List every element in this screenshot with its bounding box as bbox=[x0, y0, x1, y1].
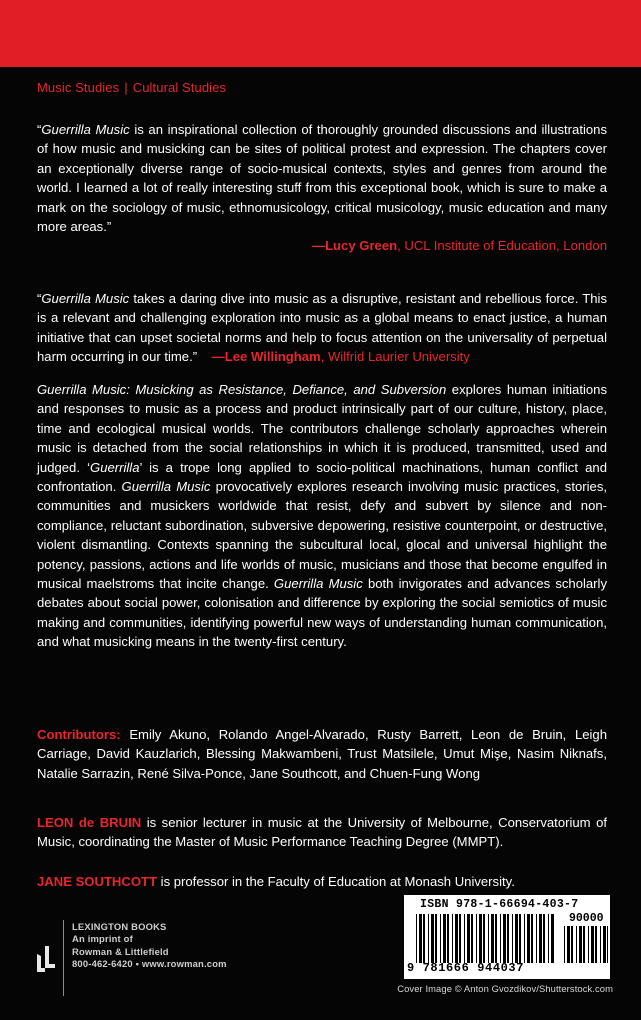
description-guerrilla-word: Guerrilla bbox=[90, 459, 140, 475]
barcode-bar bbox=[483, 914, 485, 963]
quote-open-mark: “ bbox=[37, 122, 42, 137]
barcode-bar bbox=[491, 914, 494, 963]
barcode-bar bbox=[524, 914, 525, 963]
barcode-bar bbox=[488, 914, 489, 963]
barcode-bar bbox=[503, 914, 506, 963]
barcode-bar bbox=[603, 926, 606, 963]
isbn-barcode-box bbox=[404, 895, 610, 979]
barcode-bar bbox=[531, 914, 533, 963]
publisher-imprint-line: An imprint of bbox=[72, 933, 133, 945]
barcode-bar bbox=[476, 914, 477, 963]
endorsement-quote-1 bbox=[37, 120, 607, 256]
barcode-bar bbox=[467, 914, 470, 963]
quote-body: is an inspirational collection of thoroughly grounded discussions and illustrations of how music and musicking can be sites of political protest and expression. The chapters cover an exceptionally diverse range of socio-musical contexts, styles and genres from around the world. I learned a lot of really interesting stuff from this exceptional book, which is sure to make a mark on the sociology of music, ethnomusicology, critical musicology, music education and many more areas.” bbox=[37, 122, 607, 235]
barcode-bar bbox=[571, 926, 573, 963]
barcode-bar bbox=[579, 926, 582, 963]
price-code: 90000 bbox=[569, 912, 604, 925]
barcode-bar bbox=[431, 914, 434, 963]
barcode-bar bbox=[527, 914, 530, 963]
publisher-parent: Rowman & Littlefield bbox=[72, 945, 169, 957]
description-title-a: Guerrilla Music bbox=[121, 479, 211, 495]
barcode-bar bbox=[419, 914, 422, 963]
editor-name: LEON de BRUIN bbox=[37, 815, 142, 830]
barcode-bar bbox=[543, 914, 545, 963]
book-description bbox=[37, 380, 607, 652]
ean-digits: 9 781666 944037 bbox=[407, 961, 525, 975]
barcode-bar bbox=[416, 914, 417, 963]
cover-image-credit: Cover Image © Anton Gvozdikov/Shutterstock.com bbox=[397, 983, 613, 994]
quote-affiliation: , Wilfrid Laurier University bbox=[320, 349, 470, 365]
contributors-label: Contributors: bbox=[37, 727, 121, 742]
editor-bio-text: is professor in the Faculty of Education at Monash University. bbox=[157, 874, 515, 889]
barcode-bar bbox=[548, 914, 549, 963]
editor-bio-text: is senior lecturer in music at the University of Melbourne, Conservatorium of Music, coordinating the Master of Music Performance Teaching Degree (MMPT). bbox=[37, 815, 607, 850]
description-full-title: Guerrilla Music: Musicking as Resistance, Defiance, and Subversion bbox=[37, 382, 447, 397]
barcode-bar bbox=[515, 914, 518, 963]
lexington-logo-icon bbox=[37, 946, 55, 972]
category-separator: | bbox=[124, 80, 128, 95]
quote-author: Lee Willingham bbox=[224, 349, 321, 365]
isbn-label: ISBN 978-1-66694-403-7 bbox=[420, 898, 579, 911]
barcode-bar bbox=[471, 914, 473, 963]
barcode-bar bbox=[507, 914, 509, 963]
quote-author: Lucy Green bbox=[325, 238, 398, 254]
description-part-4: both invigorates and advances scholarly debates about social power, colonisation and difference by exploring the social semiotics of music making and communities, identifying powerful new ways of understanding human communication, and what musicking means in the twenty-first century. bbox=[37, 576, 607, 650]
barcode-bar bbox=[447, 914, 449, 963]
description-part-3: provocatively explores research involving music practices, stories, communities and musickers worldwide that resist, defy and subvert by silence and non-compliance, reluctant subordination, subversive depowering, resistive counterpoint, or destructive, violent dismantling. Contexts spanning the subcultural local, glocal and universal highlight the potency, passions, actions and life worlds of music, musicians and those that become engulfed in musical maelstroms that incite change. bbox=[37, 479, 608, 592]
contributors-names: Emily Akuno, Rolando Angel-Alvarado, Rusty Barrett, Leon de Bruin, Leigh Carriage, David Kauzlarich, Blessing Makwambeni, Trust Matsilele, Umut Mişe, Nasim Niknafs, Natalie Sarrazin, René Silva-Ponce, Jane Southcott, and Chuen-Fung Wong bbox=[37, 727, 607, 781]
barcode-bar bbox=[588, 926, 589, 963]
description-part-2: ’ is a trope long applied to socio-political machinations, human conflict and confrontation. bbox=[37, 459, 607, 495]
description-title-b: Guerrilla Music bbox=[273, 576, 363, 592]
editor-bio-jane-southcott bbox=[37, 872, 607, 891]
barcode-bar bbox=[464, 914, 465, 963]
barcode-bar bbox=[591, 926, 594, 963]
attribution-dash: — bbox=[211, 349, 225, 365]
barcode-bar bbox=[440, 914, 441, 963]
editor-name: JANE SOUTHCOTT bbox=[37, 874, 158, 889]
quote-open-mark: “ bbox=[37, 291, 42, 306]
barcode-bar bbox=[435, 914, 437, 963]
barcode-bar bbox=[564, 926, 565, 963]
quote-book-title: Guerrilla Music bbox=[41, 122, 130, 137]
subject-categories bbox=[37, 80, 226, 95]
publisher-divider bbox=[63, 920, 64, 996]
publisher-contact bbox=[72, 958, 227, 970]
category-cultural-studies: Cultural Studies bbox=[132, 80, 227, 95]
barcode-bar bbox=[423, 914, 425, 963]
barcode-bar bbox=[576, 926, 577, 963]
publisher-website: www.rowman.com bbox=[141, 958, 227, 970]
publisher-text bbox=[72, 921, 227, 971]
barcode-bar bbox=[536, 914, 537, 963]
publisher-imprint bbox=[37, 918, 297, 998]
barcode-bar bbox=[479, 914, 482, 963]
barcode-bar bbox=[500, 914, 501, 963]
barcode-bar bbox=[459, 914, 461, 963]
barcode-bar bbox=[583, 926, 585, 963]
barcode-bar bbox=[455, 914, 458, 963]
publisher-bullet: • bbox=[135, 958, 140, 970]
publisher-name: LEXINGTON BOOKS bbox=[72, 921, 167, 932]
quote-affiliation: , UCL Institute of Education, London bbox=[397, 238, 607, 254]
top-red-band bbox=[0, 0, 641, 67]
attribution-dash: — bbox=[311, 238, 326, 254]
barcode-bar bbox=[512, 914, 513, 963]
barcode-bar bbox=[495, 914, 497, 963]
barcode-bar bbox=[443, 914, 446, 963]
category-music-studies: Music Studies bbox=[37, 80, 120, 95]
editor-bio-leon-de-bruin bbox=[37, 813, 607, 852]
quote-body: takes a daring dive into music as a disruptive, resistant and rebellious force. This is a relevant and challenging exploration into music as a global means to enact justice, a human initiative that can upset societal norms and help to focus attention on the universality of perpetual harm occurring in our time.” bbox=[37, 291, 608, 365]
barcode-bar bbox=[452, 914, 453, 963]
quote-book-title: Guerrilla Music bbox=[41, 291, 130, 306]
barcode-bar bbox=[595, 926, 597, 963]
barcode-bar bbox=[551, 914, 554, 963]
barcode-bar bbox=[428, 914, 429, 963]
contributors-list bbox=[37, 725, 607, 783]
barcode-bar bbox=[607, 926, 608, 963]
barcode-bar bbox=[539, 914, 542, 963]
barcode-bar bbox=[567, 926, 570, 963]
barcode-bar bbox=[600, 926, 601, 963]
endorsement-quote-2 bbox=[37, 289, 607, 367]
quote-attribution bbox=[37, 236, 607, 255]
barcode-bar bbox=[519, 914, 521, 963]
publisher-phone: 800-462-6420 bbox=[72, 958, 133, 970]
description-part-1: explores human initiations and responses to music as a process and product intrinsically part of our culture, history, place, time and ecological musical worlds. The contributors challenge scholarly approaches wherein music is detached from the social relationships in which it is produced, transmitted, used and judged. ‘ bbox=[37, 382, 607, 475]
